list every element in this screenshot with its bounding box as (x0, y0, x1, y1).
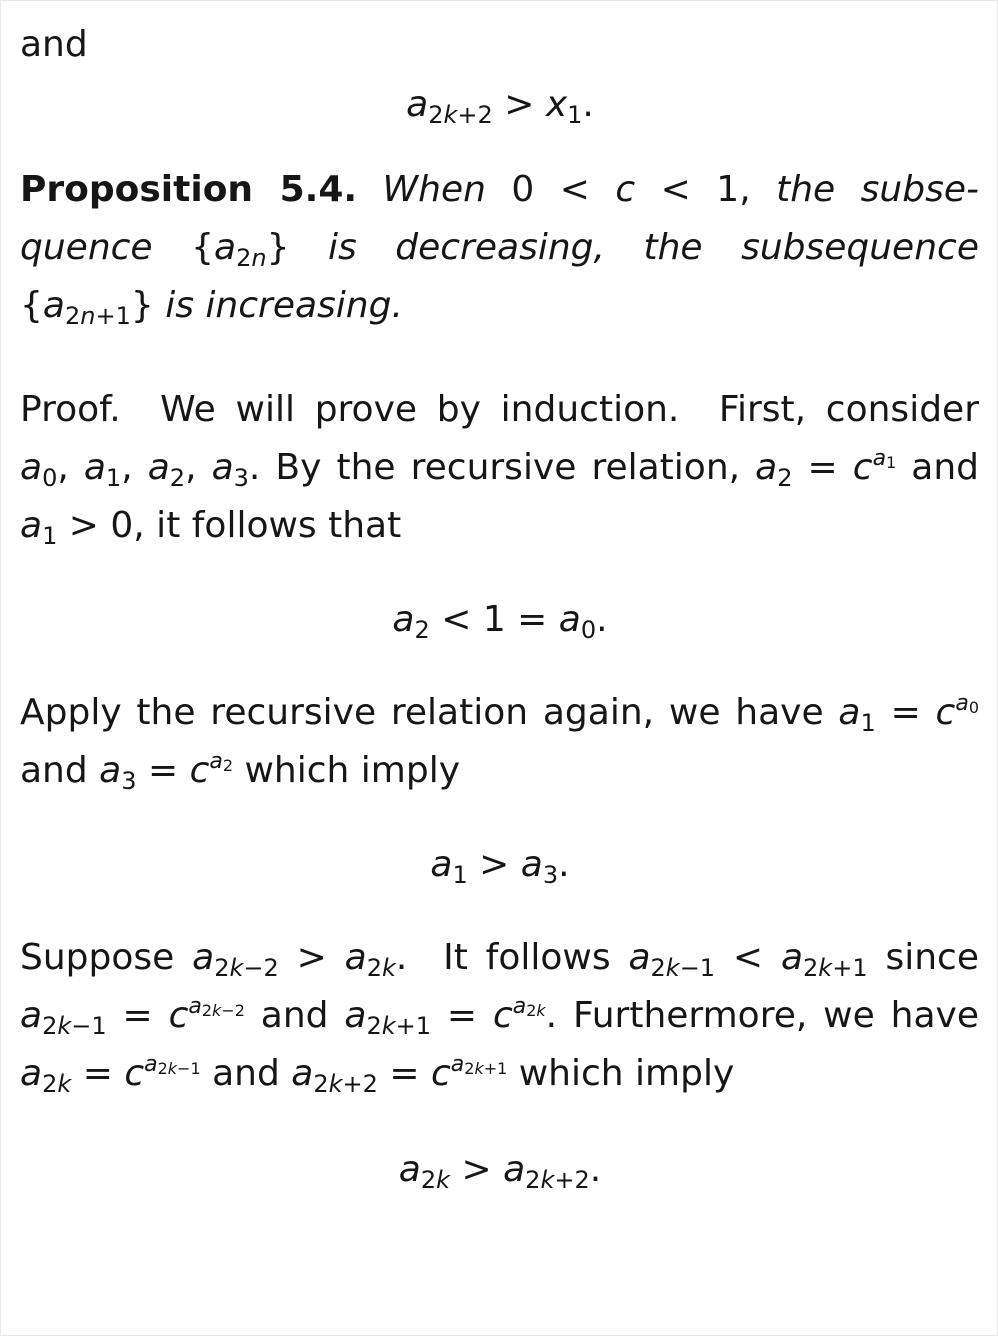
proposition-line-3: $\{a_{2n+1}\}$ is increasing. (20, 285, 403, 330)
proof-line-1: Proof. We will prove by induction. First, consider (20, 389, 979, 430)
lead-text: and (20, 24, 88, 65)
display-equation-2: $a_1 > a_3$. (430, 844, 570, 889)
proof-line-4: Apply the recursive relation again, we have $a_1 = c^{a_0}$ (20, 691, 979, 737)
proof-line-8: $a_{2k} = c^{a_{2k-1}}$ and $a_{2k+2} = c^{a_{2k+1}}$ which imply (20, 1052, 735, 1098)
previous-display-equation: $a_{2k+2} > x_1$. (406, 84, 594, 129)
proof-line-6: Suppose $a_{2k-2} > a_{2k}$. It follows $a_{2k-1} < a_{2k+1}$ since (20, 937, 979, 982)
proof-line-7: $a_{2k-1} = c^{a_{2k-2}}$ and $a_{2k+1} = c^{a_{2k}}$. Furthermore, we have (20, 994, 979, 1040)
proposition-line-2: quence $\{a_{2n}\}$ is decreasing, the subsequence (20, 227, 979, 272)
proof-label: Proof. (20, 389, 121, 430)
proof-line-3: $a_1 > 0$, it follows that (20, 505, 402, 550)
proof-line-2: $a_0$, $a_1$, $a_2$, $a_3$. By the recursive relation, $a_2 = c^{a_1}$ and (20, 446, 980, 492)
proposition-label: Proposition 5.4. (20, 169, 358, 210)
proposition-line-1: Proposition 5.4. When 0 < c < 1, the subse- (20, 169, 979, 210)
proof-line-5: and $a_3 = c^{a_2}$ which imply (20, 749, 461, 795)
display-equation-1: $a_2 < 1 = a_0$. (392, 599, 608, 644)
display-equation-3: $a_{2k} > a_{2k+2}$. (398, 1149, 602, 1194)
